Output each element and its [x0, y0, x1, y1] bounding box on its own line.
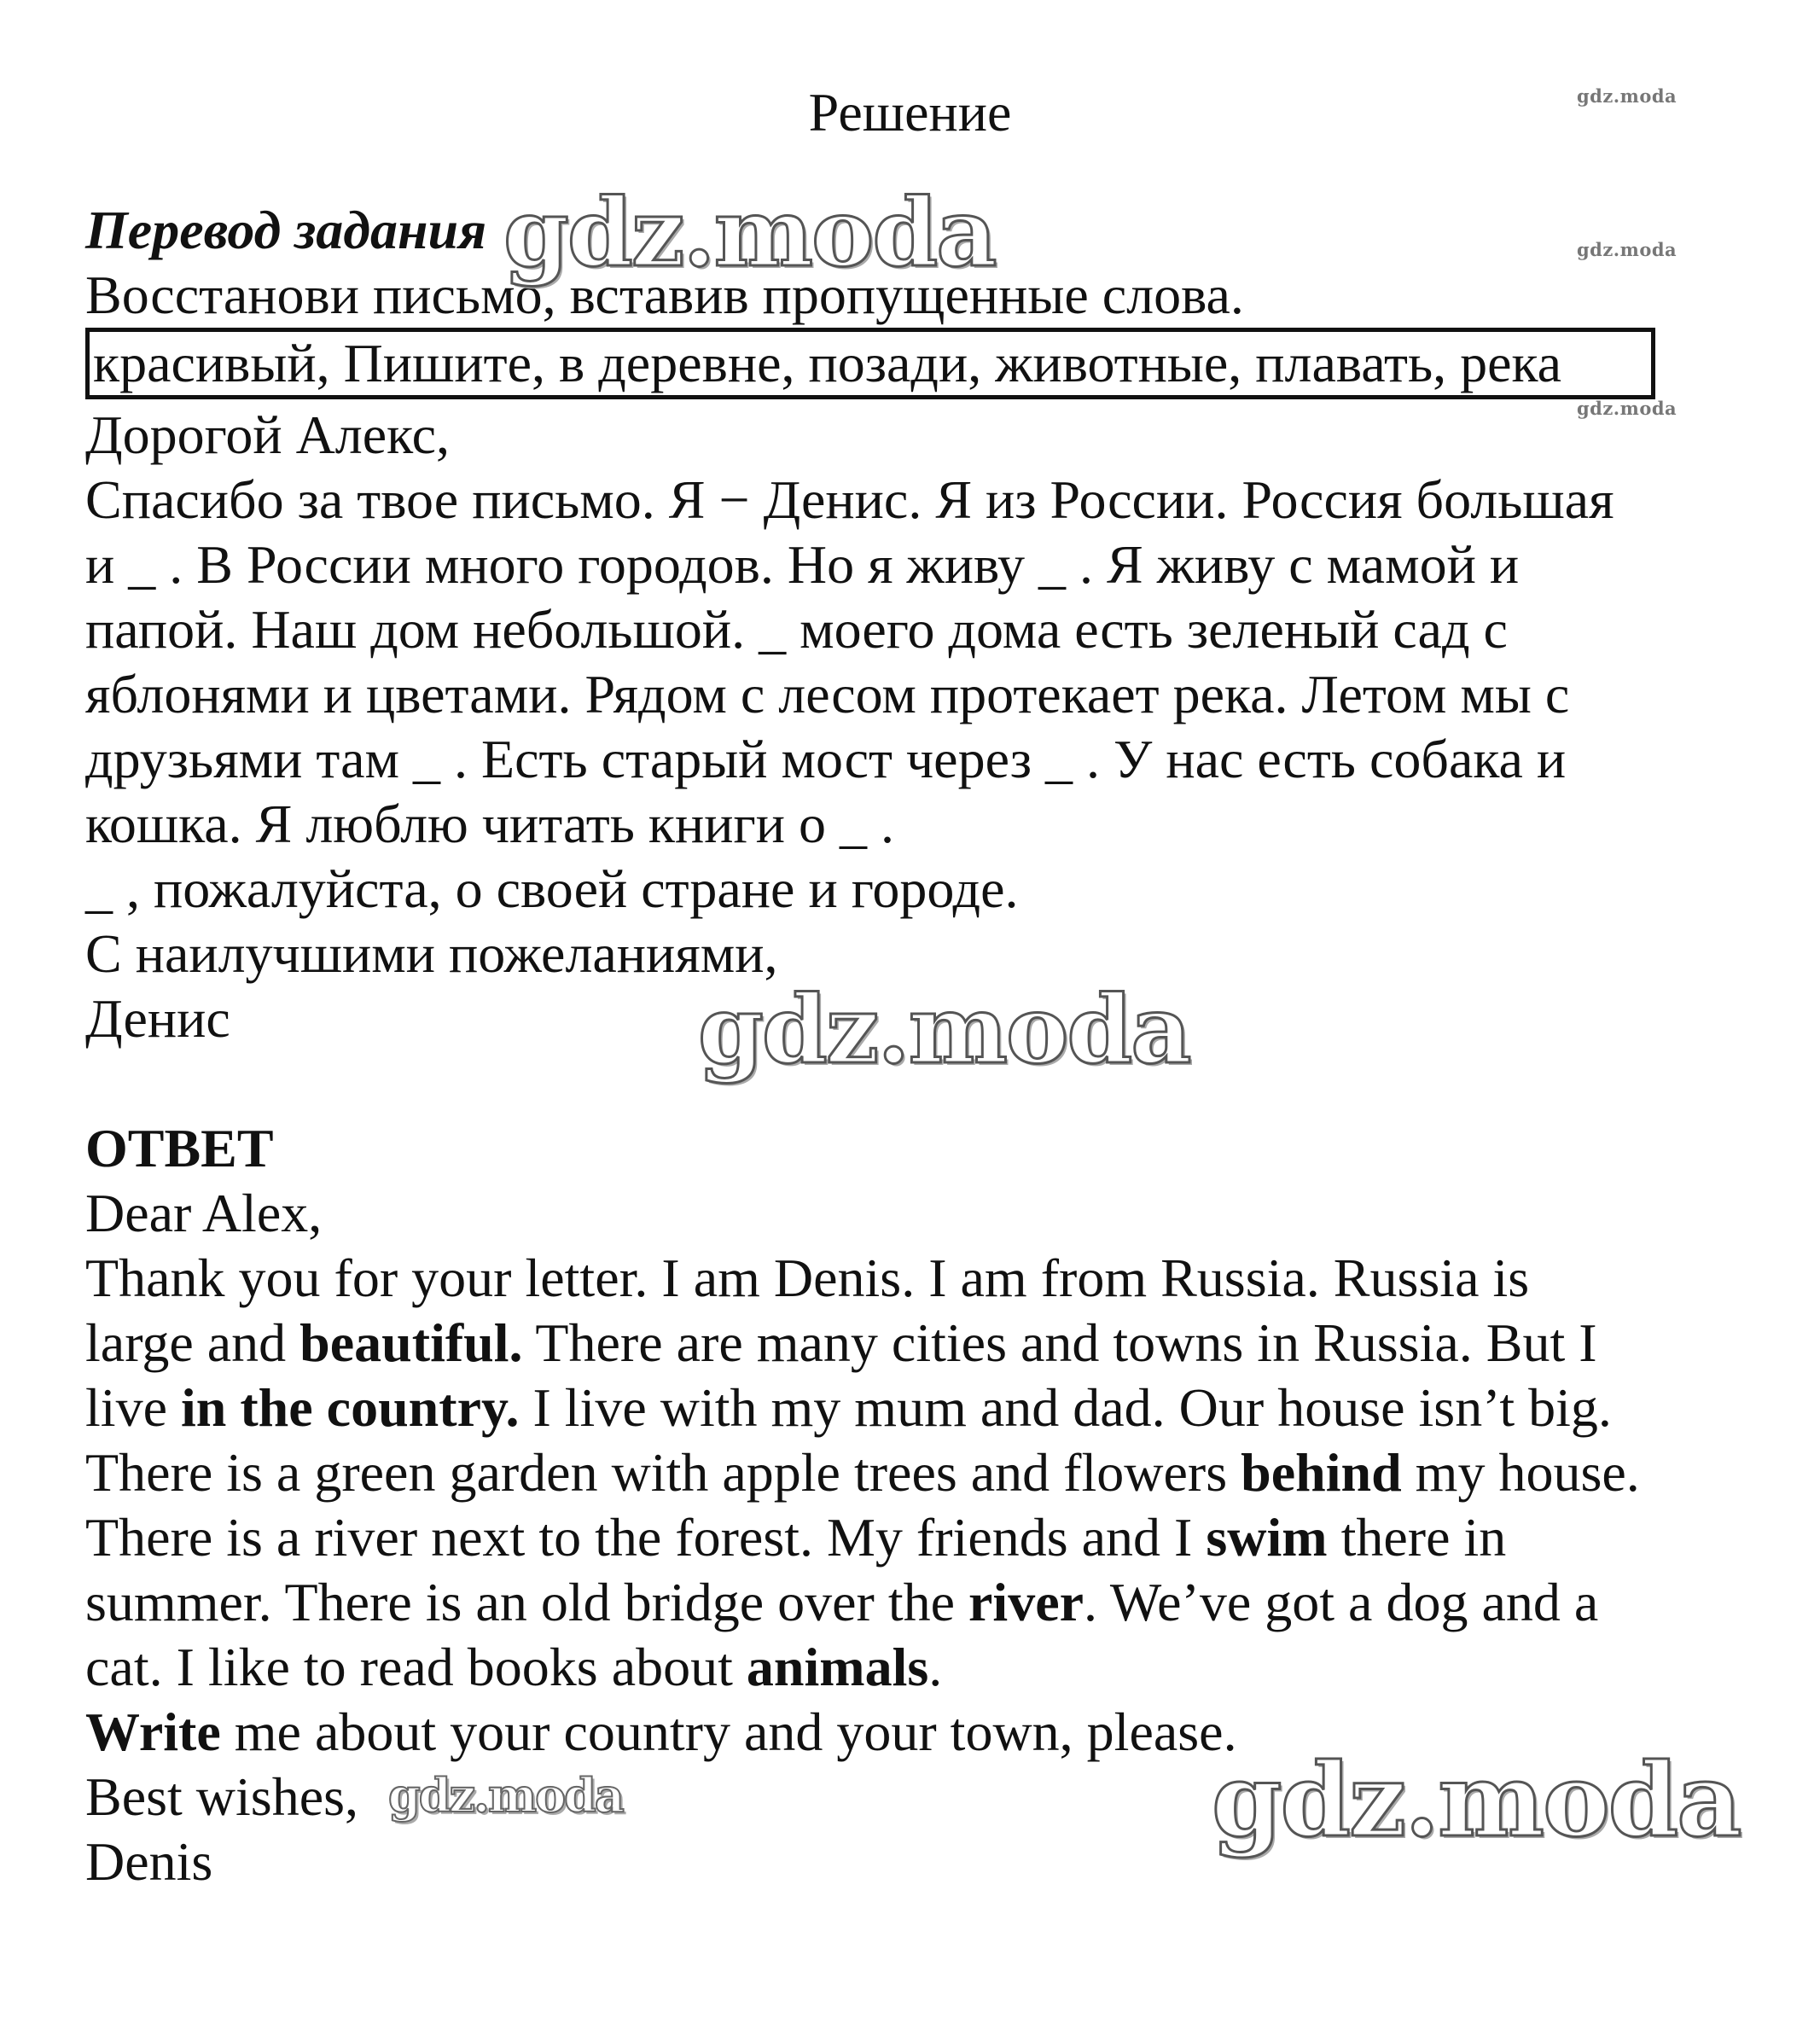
watermark-large: gdz.moda — [698, 974, 1190, 1085]
answer-line — [85, 1440, 1640, 1505]
answer-inserted-word: in the country. — [180, 1377, 520, 1438]
letter-ru-line: и _ . В России много городов. Но я живу _ . Я живу с мамой и — [85, 534, 1520, 595]
answer-inserted-word: river — [968, 1572, 1084, 1632]
word-bank-box: красивый, Пишите, в деревне, позади, животные, плавать, река — [85, 328, 1655, 399]
answer-inserted-word: beautiful. — [299, 1312, 523, 1373]
answer-text: cat. I like to read books about — [85, 1637, 747, 1697]
letter-ru-line: Денис — [85, 988, 230, 1049]
answer-line — [85, 1311, 1597, 1376]
letter-ru-line: кошка. Я люблю читать книги о _ . — [85, 794, 894, 854]
answer-text: There is a river next to the forest. My friends and I — [85, 1507, 1207, 1568]
watermark-large: gdz.moda — [1212, 1741, 1741, 1859]
answer-inserted-word: behind — [1241, 1442, 1402, 1503]
answer-text: large and — [85, 1312, 300, 1373]
page-title: Решение — [808, 82, 1012, 143]
letter-ru-line: друзьями там _ . Есть старый мост через _ . У нас есть собака и — [85, 729, 1567, 789]
answer-line: Thank you for your letter. I am Denis. I am from Russia. Russia is — [85, 1248, 1530, 1308]
watermark-medium: gdz.moda — [388, 1768, 623, 1823]
watermark-small: gdz.moda — [1577, 85, 1678, 107]
answer-text: There is a green garden with apple trees and flowers — [85, 1442, 1241, 1503]
letter-ru-line: папой. Наш дом небольшой. _ моего дома есть зеленый сад с — [85, 599, 1508, 660]
watermark-large: gdz.moda — [503, 177, 996, 288]
watermark-small: gdz.moda — [1577, 398, 1678, 419]
answer-text: my house. — [1401, 1442, 1640, 1503]
answer-line — [85, 1570, 1598, 1635]
answer-text: There are many cities and towns in Russia. But I — [522, 1312, 1597, 1373]
answer-text: . — [928, 1637, 943, 1697]
answer-text: summer. There is an old bridge over the — [85, 1572, 968, 1632]
answer-inserted-word: animals — [746, 1637, 929, 1697]
answer-line — [85, 1376, 1612, 1440]
answer-label: ОТВЕТ — [85, 1118, 274, 1178]
answer-inserted-word: Write — [85, 1701, 221, 1762]
watermark-small: gdz.moda — [1577, 239, 1678, 260]
task-instruction: Восстанови письмо, вставив пропущенные слова. — [85, 265, 1244, 325]
answer-text: live — [85, 1377, 181, 1438]
answer-text: . We’ve got a dog and a — [1084, 1572, 1599, 1632]
answer-closing: Best wishes, — [85, 1766, 358, 1827]
letter-ru-line: яблонями и цветами. Рядом с лесом протекает река. Летом мы с — [85, 664, 1570, 724]
answer-signature: Denis — [85, 1831, 213, 1892]
answer-text: there in — [1327, 1507, 1507, 1568]
task-label: Перевод задания — [85, 200, 487, 260]
answer-line — [85, 1635, 942, 1700]
answer-text: I live with my mum and dad. Our house isn’t big. — [519, 1377, 1612, 1438]
letter-ru-line: _ , пожалуйста, о своей стране и городе. — [85, 858, 1019, 919]
letter-ru-line: Спасибо за твое письмо. Я − Денис. Я из России. Россия большая — [85, 469, 1614, 530]
answer-line — [85, 1700, 1237, 1765]
letter-ru-line: С наилучшими пожеланиями, — [85, 923, 778, 984]
letter-ru-line: Дорогой Алекс, — [85, 404, 451, 465]
answer-greeting: Dear Alex, — [85, 1183, 323, 1243]
answer-text: me about your country and your town, please. — [220, 1701, 1237, 1762]
answer-inserted-word: swim — [1206, 1507, 1328, 1568]
answer-line — [85, 1505, 1506, 1570]
